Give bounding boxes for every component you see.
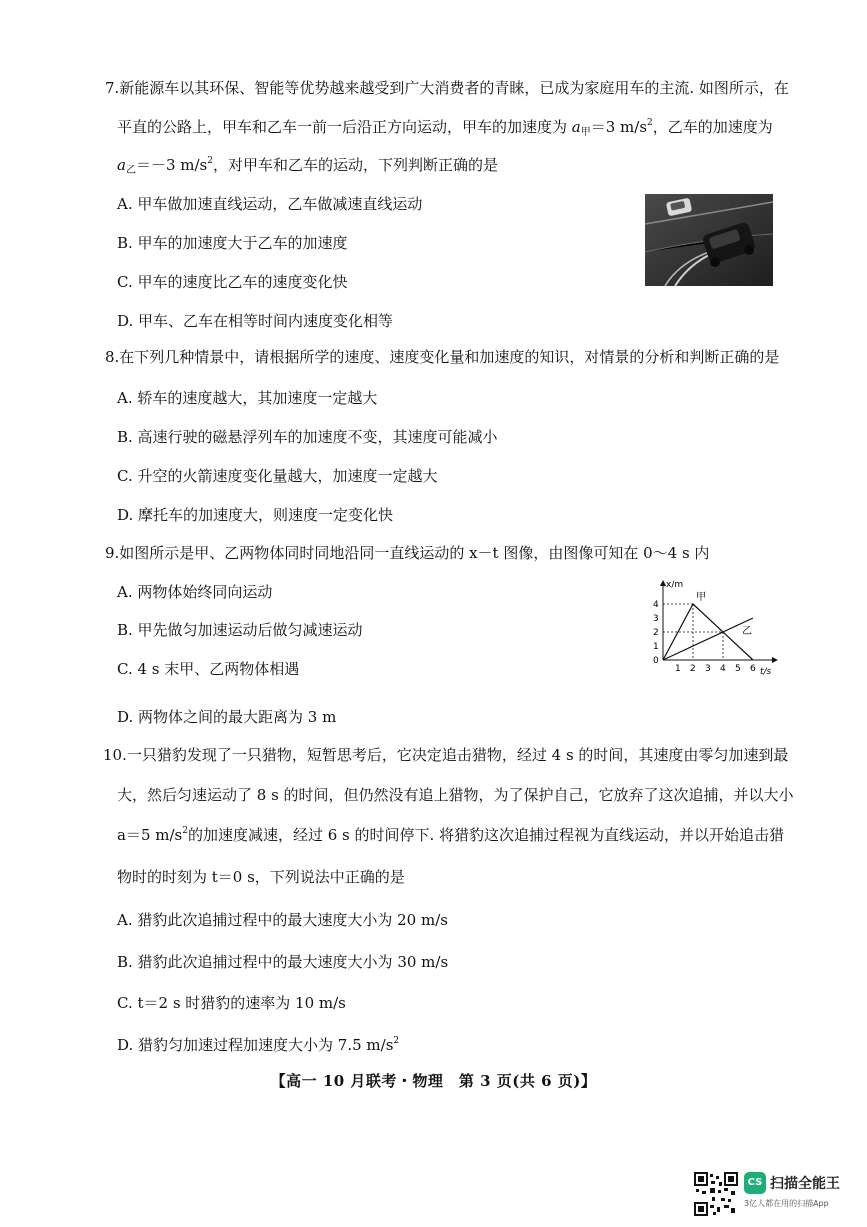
cars-photo-drawing — [645, 194, 773, 286]
q7-stem-line3: $a_乙=-3$ $m/s^2$，对甲车和乙车的运动，下列判断正确的是 — [117, 156, 498, 176]
series-yi-label: 乙 — [742, 626, 752, 637]
x-axis-arrow-icon — [772, 657, 778, 663]
q8-option-b: B. 高速行驶的磁悬浮列车的加速度不变，其速度可能减小 — [117, 428, 498, 446]
q10-option-c: C. t＝2 s 时猎豹的速率为 10 m/s — [117, 994, 346, 1012]
q7-option-b: B. 甲车的加速度大于乙车的加速度 — [117, 234, 348, 252]
q7-option-d: D. 甲车、乙车在相等时间内速度变化相等 — [117, 312, 394, 330]
camscanner-name: 扫描全能王 — [770, 1176, 840, 1192]
q8-option-a: A. 轿车的速度越大，其加速度一定越大 — [117, 389, 378, 407]
qr-code-icon — [694, 1172, 738, 1216]
q10-stem-line4: 物时的时刻为 t＝0 s，下列说法中正确的是 — [117, 868, 405, 886]
q10-stem-line3: a＝5 $m/s^2$的加速度减速，经过 6 s 的时间停下. 将猎豹这次追捕过程视为直线运动，并以开始追击猎 — [117, 826, 785, 844]
cars-photo — [645, 194, 773, 286]
series-yi-line — [663, 618, 753, 660]
x-tick-1: 1 — [675, 664, 681, 674]
xt-graph — [650, 578, 780, 678]
q9-option-a: A. 两物体始终同向运动 — [117, 583, 273, 601]
q9-option-c: C. 4 s 末甲、乙两物体相遇 — [117, 660, 300, 678]
q9-option-b: B. 甲先做匀加速运动后做匀减速运动 — [117, 621, 363, 639]
y-tick-4: 4 — [653, 600, 659, 610]
q10-option-b: B. 猎豹此次追捕过程中的最大速度大小为 30 m/s — [117, 953, 449, 971]
q7-stem-line1: 7.新能源车以其环保、智能等优势越来越受到广大消费者的青睐，已成为家庭用车的主流. 如图所示，在 — [105, 79, 789, 97]
q8-stem: 8.在下列几种情景中，请根据所学的速度、速度变化量和加速度的知识，对情景的分析和判断正确的是 — [105, 348, 780, 366]
camscanner-logo-icon: CS — [744, 1172, 766, 1194]
q9-stem: 9.如图所示是甲、乙两物体同时同地沿同一直线运动的 x－t 图像，由图像可知在 0～4 s 内 — [105, 544, 710, 562]
q10-stem-line2: 大，然后匀速运动了 8 s 的时间，但仍然没有追上猎物，为了保护自己，它放弃了这次追捕，并以大小 — [117, 786, 794, 804]
y-tick-2: 2 — [653, 628, 659, 638]
y-axis-label: x/m — [666, 580, 684, 590]
q8-option-c: C. 升空的火箭速度变化量越大，加速度一定越大 — [117, 467, 438, 485]
q10-stem-line1: 10.一只猎豹发现了一只猎物，短暂思考后，它决定追击猎物，经过 4 s 的时间，其速度由零匀加速到最 — [103, 746, 789, 764]
y-tick-0: 0 — [653, 656, 659, 666]
x-tick-4: 4 — [720, 664, 726, 674]
y-tick-1: 1 — [653, 642, 659, 652]
q7-option-a: A. 甲车做加速直线运动，乙车做减速直线运动 — [117, 195, 423, 213]
y-tick-3: 3 — [653, 614, 659, 624]
q9-option-d: D. 两物体之间的最大距离为 3 m — [117, 708, 337, 726]
q8-option-d: D. 摩托车的加速度大，则速度一定变化快 — [117, 506, 394, 524]
x-tick-3: 3 — [705, 664, 711, 674]
q7-stem-line2: 平直的公路上，甲车和乙车一前一后沿正方向运动，甲车的加速度为 $a_甲=3$ $m/s^2$，乙车的加速度为 — [117, 118, 773, 138]
q10-option-d: D. 猎豹匀加速过程加速度大小为 7.5 $m/s^2$ — [117, 1036, 400, 1054]
camscanner-tagline: 3亿人都在用的扫描App — [744, 1199, 829, 1208]
x-tick-6: 6 — [750, 664, 756, 674]
scanner-watermark — [694, 1168, 854, 1218]
page-footer: 【高一 10 月联考・物理 第 3 页(共 6 页)】 — [270, 1072, 597, 1090]
x-axis-label: t/s — [760, 667, 772, 677]
x-tick-2: 2 — [690, 664, 696, 674]
series-jia-label: 甲 — [696, 592, 706, 603]
x-tick-5: 5 — [735, 664, 741, 674]
q7-option-c: C. 甲车的速度比乙车的速度变化快 — [117, 273, 348, 291]
q10-option-a: A. 猎豹此次追捕过程中的最大速度大小为 20 m/s — [117, 911, 448, 929]
